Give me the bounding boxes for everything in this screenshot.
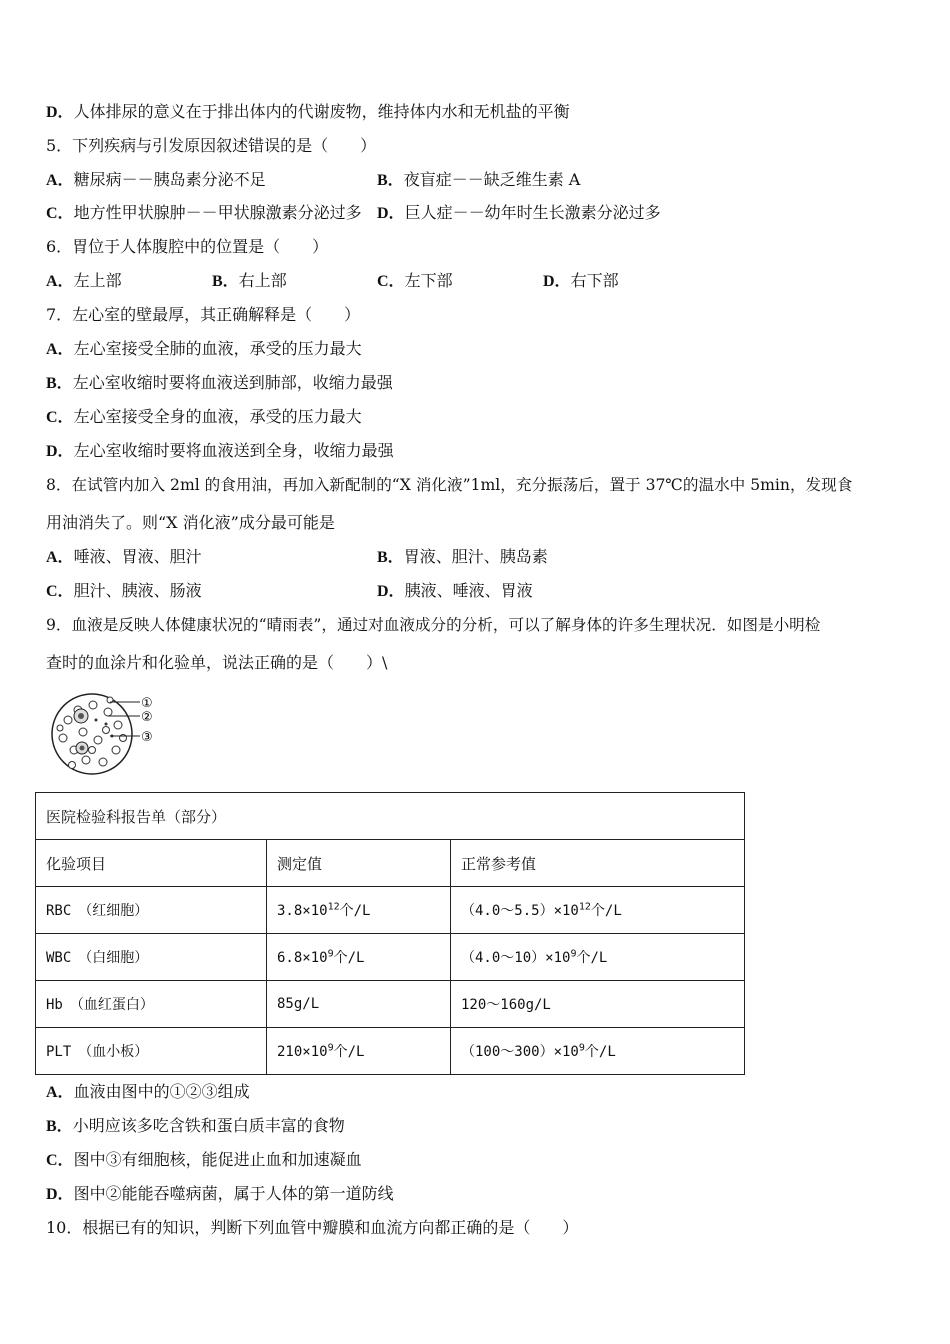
q9-stem-line1: 9．血液是反映人体健康状况的“晴雨表”，通过对血液成分的分析，可以了解身体的许多生理状况．如图是小明检 [46,616,821,634]
q9-option-d: D．图中②能能吞噬病菌，属于人体的第一道防线 [46,1184,394,1203]
row-value: $3.8\times 10^{12}$个/L [267,887,451,934]
q7-option-c: C．左心室接受全身的血液，承受的压力最大 [46,407,362,426]
q7-stem: 7．左心室的壁最厚，其正确解释是（ ） [46,305,361,324]
q5-option-d: D．巨人症－－幼年时生长激素分泌过多 [377,203,661,222]
q6-option-b: B．右上部 [212,271,287,290]
q6-stem: 6．胃位于人体腹腔中的位置是（ ） [46,237,329,256]
q6-option-c: C．左下部 [377,271,453,290]
row-item: PLT （血小板） [36,1028,267,1075]
q7-option-b: B．左心室收缩时要将血液送到肺部，收缩力最强 [46,373,393,392]
lab-report-table [35,792,745,1075]
q5-option-c: C．地方性甲状腺肿－－甲状腺激素分泌过多 [46,203,362,222]
q7-option-d: D．左心室收缩时要将血液送到全身，收缩力最强 [46,441,394,460]
row-item: RBC （红细胞） [36,887,267,934]
fig-label-2: ② [141,710,153,725]
q9-stem-line2: 查时的血涂片和化验单，说法正确的是（ ）\ [46,653,388,672]
report-header-row [36,840,745,887]
header-item: 化验项目 [36,840,267,887]
row-reference: $(4.0\sim 5.5)\times 10^{12}$个/L [451,887,745,934]
row-value: $210\times 10^9$个/L [267,1028,451,1075]
q6-option-d: D．右下部 [543,271,619,290]
q9-option-b: B．小明应该多吃含铁和蛋白质丰富的食物 [46,1116,345,1135]
table-row [36,1028,745,1075]
blood-smear-figure [48,690,168,780]
q9-option-a: A．血液由图中的①②③组成 [46,1082,250,1101]
q7-option-a: A．左心室接受全肺的血液，承受的压力最大 [46,339,362,358]
fig-label-3: ③ [141,730,153,745]
fig-label-1: ① [141,696,153,711]
header-value: 测定值 [267,840,451,887]
header-reference: 正常参考值 [451,840,745,887]
row-reference: $(100\sim 300)\times 10^9$个/L [451,1028,745,1075]
q6-option-a: A．左上部 [46,271,122,290]
q10-stem: 10．根据已有的知识，判断下列血管中瓣膜和血流方向都正确的是（ ） [46,1218,579,1237]
q8-option-b: B．胃液、胆汁、胰岛素 [377,547,548,566]
q5-option-a: A．糖尿病－－胰岛素分泌不足 [46,170,266,189]
q8-option-c: C．胆汁、胰液、肠液 [46,581,202,600]
q5-stem: 5．下列疾病与引发原因叙述错误的是（ ） [46,136,377,155]
table-row [36,981,745,1028]
q8-option-a: A．唾液、胃液、胆汁 [46,547,202,566]
row-value: $6.8\times 10^9$个/L [267,934,451,981]
row-reference: $(4.0\sim 10)\times 10^9$个/L [451,934,745,981]
row-reference: 120～160g/L [451,981,745,1028]
row-item: Hb （血红蛋白） [36,981,267,1028]
table-row [36,934,745,981]
q5-option-b: B．夜盲症－－缺乏维生素 A [377,170,581,189]
row-item: WBC （白细胞） [36,934,267,981]
q8-stem-line1: 8．在试管内加入 2ml 的食用油，再加入新配制的“X 消化液”1ml，充分振荡后，置于 37℃的温水中 5min，发现食 [46,476,853,494]
q8-stem-line2: 用油消失了。则“X 消化液”成分最可能是 [46,513,335,532]
row-value: 85g/L [267,981,451,1028]
report-title: 医院检验科报告单（部分） [36,793,745,840]
q8-option-d: D．胰液、唾液、胃液 [377,581,533,600]
q9-option-c: C．图中③有细胞核，能促进止血和加速凝血 [46,1150,362,1169]
table-row [36,887,745,934]
q4-option-d: D．人体排尿的意义在于排出体内的代谢废物，维持体内水和无机盐的平衡 [46,102,570,121]
